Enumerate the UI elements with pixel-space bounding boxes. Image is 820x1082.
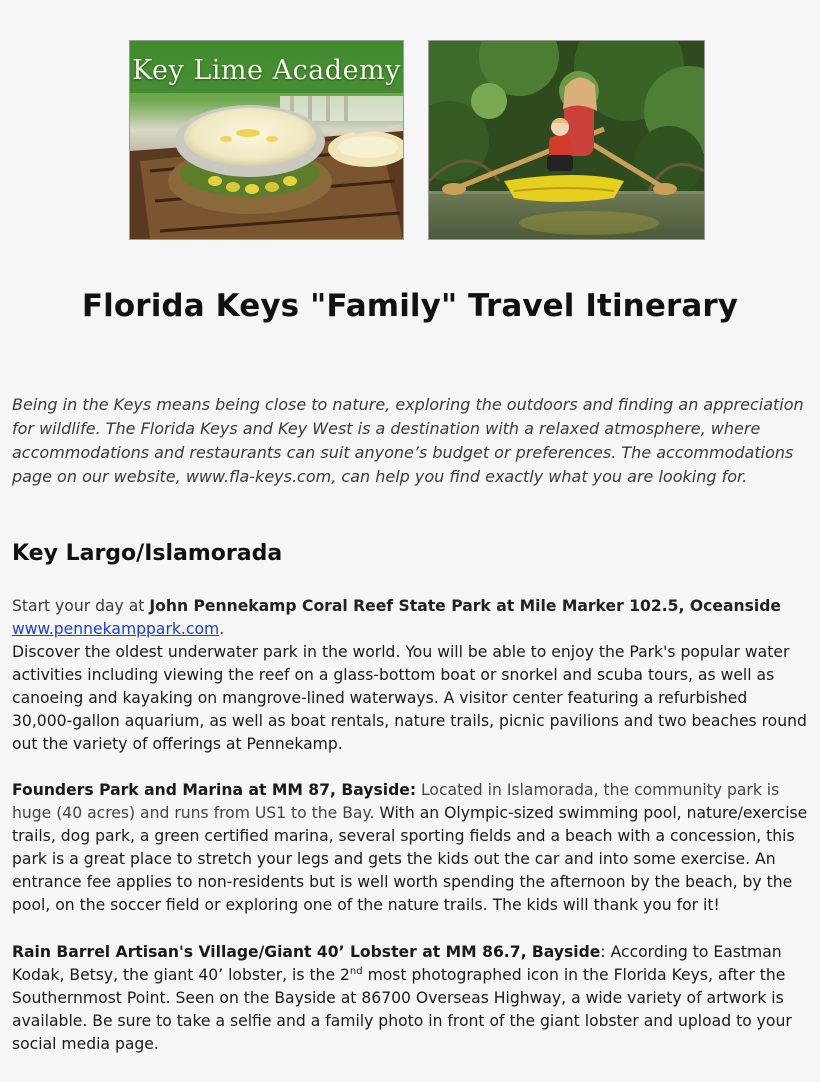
page-title: Florida Keys "Family" Travel Itinerary bbox=[81, 288, 739, 324]
rain-barrel-text-after: most photographed icon in the Florida Keys, after the Southernmost Point. Seen on the Bayside at 86700 Overseas Highway, a wide variety of artwork is available. Be sure to take a selfie and a family photo in front of the giant lobster and upload to your social media page. bbox=[12, 966, 792, 1053]
pennekamp-description: Discover the oldest underwater park in the world. You will be able to enjoy the Park's popular water activities including viewing the reef on a glass-bottom boat or snorkel and scuba tours, as well as canoeing and kayaking on mangrove-lined waterways. A visitor center featuring a refurbished 30,000-gallon aquarium, as well as boat rentals, nature trails, picnic pavilions and two beaches round out the variety of offerings at Pennekamp. bbox=[12, 643, 807, 753]
section-heading-key-largo: Key Largo/Islamorada bbox=[12, 541, 283, 566]
founders-text: With an Olympic-sized swimming pool, nature/exercise trails, dog park, a green certified marina, several sporting fields and a beach with a concession, this park is a great place to stretch your legs and gets the kids out the car and into some exercise. An entrance fee applies to non-residents but is well worth spending the afternoon by the beach, by the pool, on the soccer field or exploring one of the nature trails. The kids will thank you for it! bbox=[12, 804, 808, 914]
key-lime-academy-caption: Key Lime Academy bbox=[132, 55, 401, 86]
pennekamp-paragraph bbox=[12, 595, 812, 756]
founders-lead-text: Located in Islamorada, the community park is huge (40 acres) and runs from US1 to the Bay. bbox=[12, 781, 780, 822]
intro-paragraph: Being in the Keys means being close to nature, exploring the outdoors and finding an appreciation for wildlife. The Florida Keys and Key West is a destination with a relaxed atmosphere, where accommodations and restaurants can suit anyone’s budget or preferences. The accommodations page on our website, www.fla-keys.com, can help you find exactly what you are looking for. bbox=[12, 395, 804, 486]
pennekamp-lead: Start your day at bbox=[12, 597, 150, 615]
kayak-illustration bbox=[429, 41, 704, 239]
rain-barrel-paragraph bbox=[12, 941, 812, 1056]
pennekamp-link-suffix: . bbox=[219, 620, 225, 638]
rain-barrel-name: Rain Barrel Artisan's Village/Giant 40’ Lobster at MM 86.7, Bayside bbox=[12, 943, 601, 961]
founders-paragraph bbox=[12, 779, 812, 917]
pennekamp-link[interactable]: www.pennekamppark.com bbox=[12, 620, 220, 638]
founders-name: Founders Park and Marina at MM 87, Bayside: bbox=[12, 781, 417, 799]
pennekamp-place: John Pennekamp Coral Reef State Park at Mile Marker 102.5, Oceanside bbox=[149, 597, 781, 615]
kayak-photo bbox=[428, 40, 705, 240]
rain-barrel-text-before: : According to Eastman Kodak, Betsy, the giant 40’ lobster, is the 2 bbox=[12, 943, 782, 984]
key-lime-pie-photo bbox=[129, 40, 404, 240]
rain-barrel-superscript: nd bbox=[349, 965, 363, 977]
